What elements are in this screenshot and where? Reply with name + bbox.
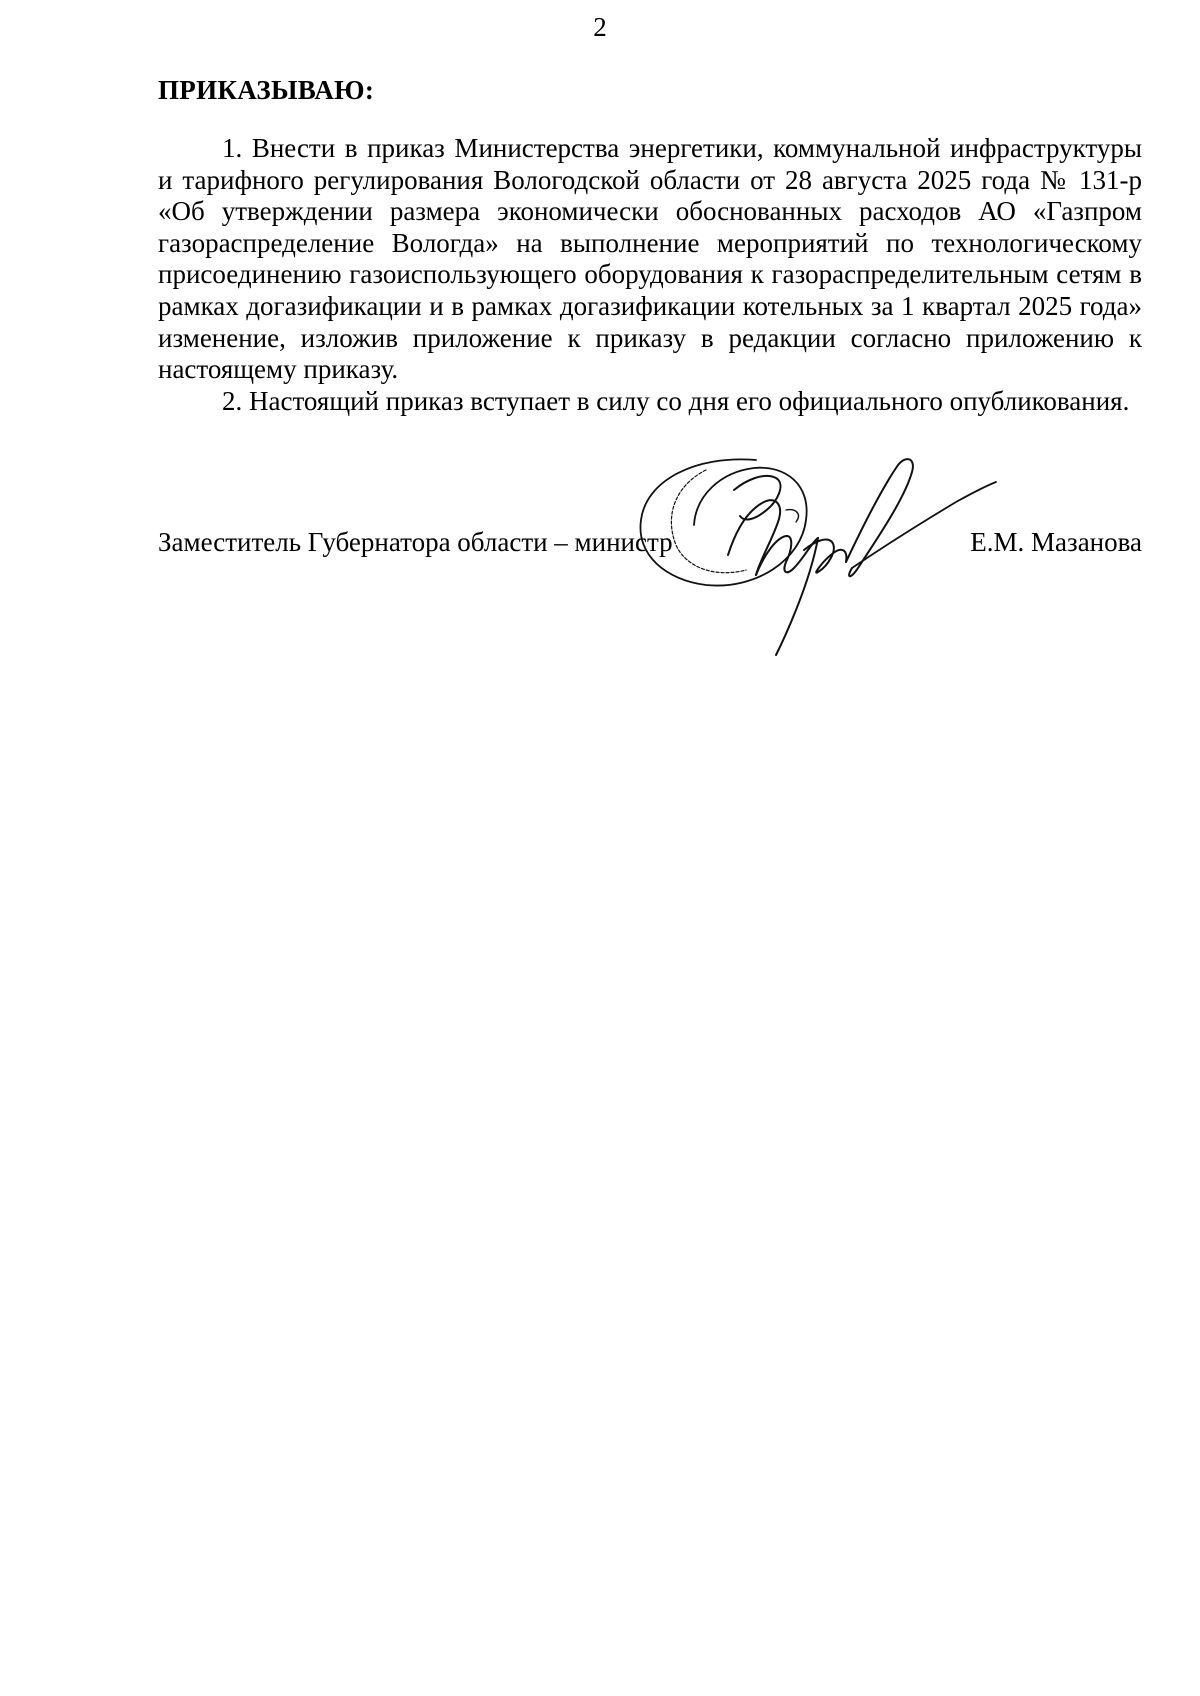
order-body [158,133,1142,417]
order-paragraph-1: 1. Внести в приказ Министерства энергетики, коммунальной инфраструктуры и тарифного регулирования Вологодской области от 28 августа 2025 года № 131-р «Об утверждении размера экономически обоснованных расходов АО «Газпром газораспределение Вологда» на выполнение мероприятий по технологическому присоединению газоиспользующего оборудования к газораспределительным сетям в рамках догазификации и в рамках догазификации котельных за 1 квартал 2025 года» изменение, изложив приложение к приказу в редакции согласно приложению к настоящему приказу. [158,133,1142,385]
order-paragraph-2: 2. Настоящий приказ вступает в силу со дня его официального опубликования. [222,385,1130,416]
order-heading: ПРИКАЗЫВАЮ: [158,75,375,105]
signer-position: Заместитель Губернатора области – министр [158,527,673,557]
handwritten-signature [636,450,1016,660]
signer-name: Е.М. Мазанова [970,527,1142,557]
page-number: 2 [593,12,607,42]
